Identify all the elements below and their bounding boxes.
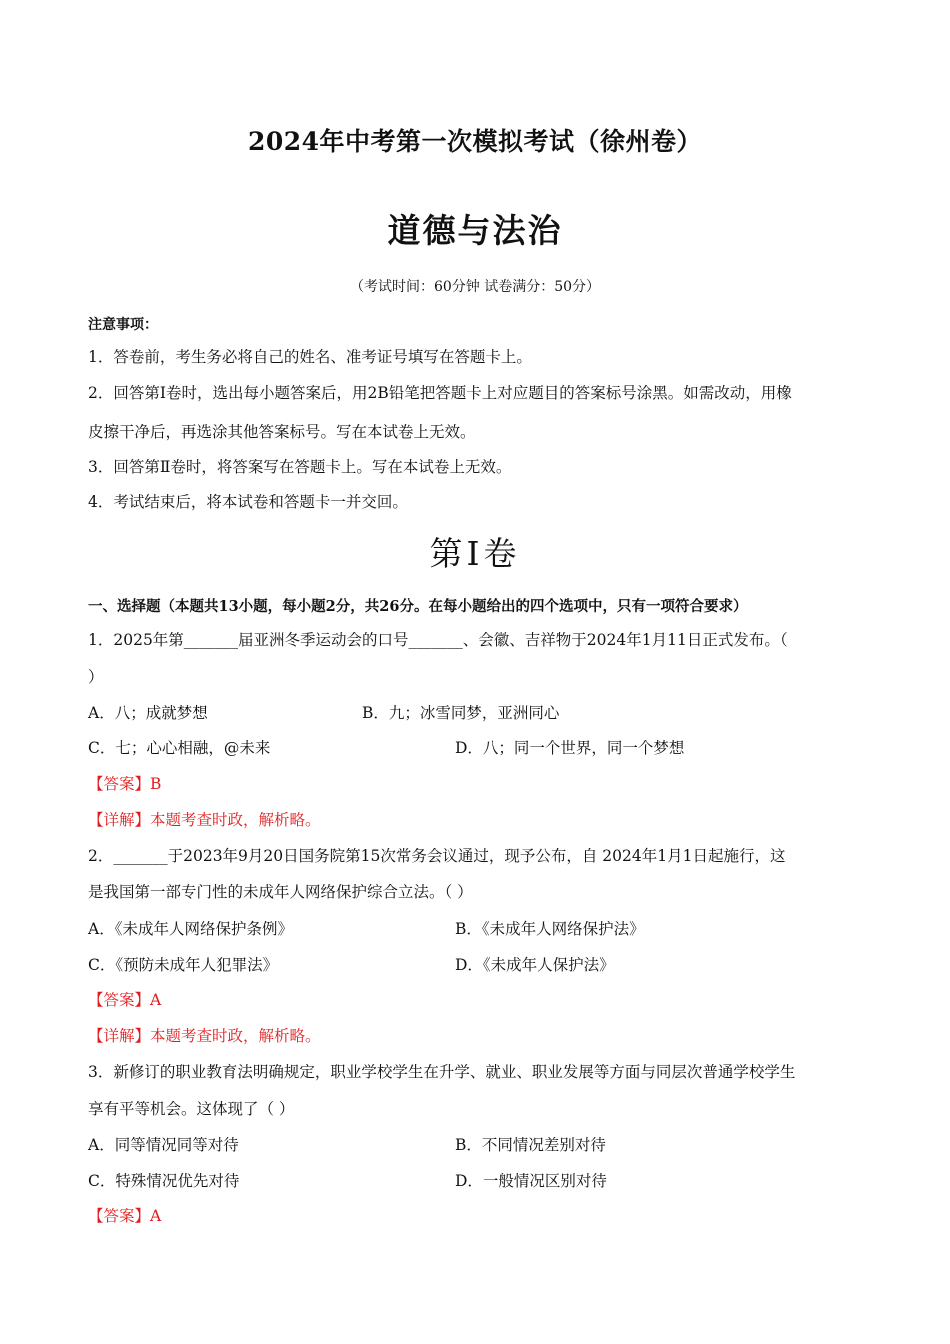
question-1-option-c: C．七；心心相融，@未来	[88, 739, 271, 757]
question-1-option-a: A．八；成就梦想	[88, 704, 208, 722]
volume-title: 第Ⅰ卷	[429, 534, 521, 573]
question-1-stem: 1．2025年第_______届亚洲冬季运动会的口号_______、会徽、吉祥物于2024年1月11日正式发布。（	[88, 631, 788, 649]
section-heading: 一、选择题（本题共13小题，每小题2分，共26分。在每小题给出的四个选项中，只有一项符合要求）	[88, 598, 748, 615]
question-3-option-b: B．不同情况差别对待	[455, 1136, 606, 1154]
question-2-answer: 【答案】A	[88, 991, 162, 1009]
question-1-option-d: D．八；同一个世界，同一个梦想	[455, 739, 685, 757]
notes-heading: 注意事项：	[88, 317, 158, 333]
question-3-option-a: A．同等情况同等对待	[88, 1136, 239, 1154]
question-2-option-b: B．《未成年人网络保护法》	[455, 920, 645, 938]
note-item: 4．考试结束后，将本试卷和答题卡一并交回。	[88, 493, 408, 511]
question-3-option-d: D．一般情况区别对待	[455, 1172, 607, 1190]
question-2-detail: 【详解】本题考查时政，解析略。	[88, 1027, 321, 1045]
question-2-stem-cont: 是我国第一部专门性的未成年人网络保护综合立法。（ ）	[88, 883, 473, 901]
question-2-option-d: D．《未成年人保护法》	[455, 956, 615, 974]
note-item: 1．答卷前，考生务必将自己的姓名、准考证号填写在答题卡上。	[88, 348, 532, 366]
exam-title: 2024年中考第一次模拟考试（徐州卷）	[247, 127, 703, 156]
question-2-option-c: C．《预防未成年人犯罪法》	[88, 956, 279, 974]
question-3-answer: 【答案】A	[88, 1207, 162, 1225]
question-1-detail: 【详解】本题考查时政，解析略。	[88, 811, 321, 829]
question-2-stem: 2．_______于2023年9月20日国务院第15次常务会议通过，现予公布，自 2024年1月1日起施行，这	[88, 847, 786, 865]
note-item: 3．回答第Ⅱ卷时，将答案写在答题卡上。写在本试卷上无效。	[88, 458, 512, 476]
question-3-option-c: C．特殊情况优先对待	[88, 1172, 240, 1190]
question-3-stem-cont: 享有平等机会。这体现了（ ）	[88, 1100, 295, 1118]
exam-info: （考试时间：60分钟 试卷满分：50分）	[349, 279, 601, 295]
question-1-stem-cont: ）	[88, 668, 104, 686]
question-2-option-a: A．《未成年人网络保护条例》	[88, 920, 293, 938]
subject-title: 道德与法治	[387, 211, 563, 250]
note-item: 皮擦干净后，再选涂其他答案标号。写在本试卷上无效。	[88, 423, 476, 441]
note-item: 2．回答第Ⅰ卷时，选出每小题答案后，用2B铅笔把答题卡上对应题目的答案标号涂黑。如需改动，用橡	[88, 384, 792, 402]
question-3-stem: 3．新修订的职业教育法明确规定，职业学校学生在升学、就业、职业发展等方面与同层次普通学校学生	[88, 1063, 796, 1081]
question-1-answer: 【答案】B	[88, 775, 162, 793]
question-1-option-b: B．九；冰雪同梦，亚洲同心	[362, 704, 560, 722]
